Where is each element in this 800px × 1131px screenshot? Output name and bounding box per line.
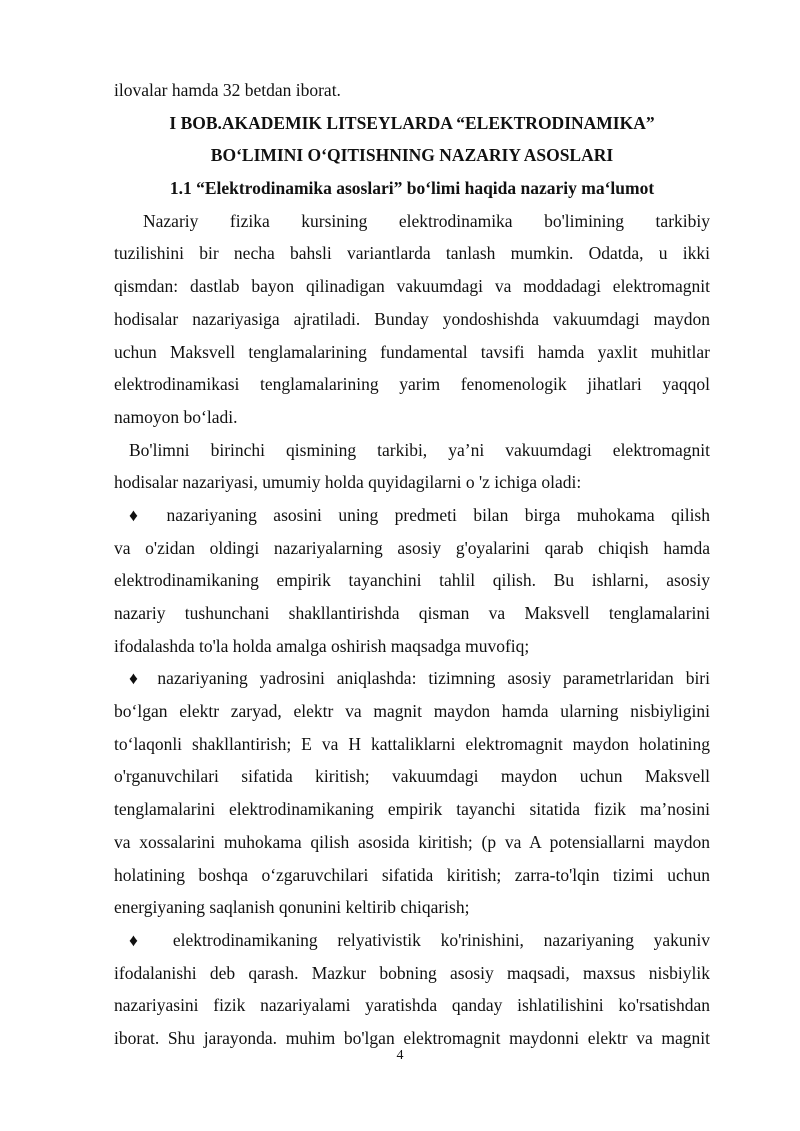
paragraph-2	[114, 434, 710, 499]
text-line: holatining boshqa o‘zgaruvchilari sifatida kiritish; zarra-to'lqin tizimi uchun	[114, 864, 710, 885]
text-line: elektrodinamikaning empirik tayanchini tahlil qilish. Bu ishlarni, asosiy	[114, 570, 710, 591]
text-line: qismdan: dastlab bayon qilinadigan vakuumdagi va moddadagi elektromagnit	[114, 276, 710, 297]
text-line: hodisalar nazariyasi, umumiy holda quyidagilarni o 'z ichiga oladi:	[114, 472, 582, 493]
text-line: hodisalar nazariyasiga ajratiladi. Bunday yondoshishda vakuumdagi maydon	[114, 308, 710, 329]
text-line: va o'zidan oldingi nazariyalarning asosiy g'oyalarini qarab chiqish hamda	[114, 537, 710, 558]
text-line: uchun Maksvell tenglamalarining fundamental tavsifi hamda yaxlit muhitlar	[114, 341, 710, 362]
text-line: Bo'limni birinchi qismining tarkibi, ya’ni vakuumdagi elektromagnit	[129, 439, 710, 460]
text-line: ifodalanishi deb qarash. Mazkur bobning asosiy maqsadi, maxsus nisbiylik	[114, 962, 710, 983]
text-line: to‘laqonli shakllantirish; E va H kattaliklarni elektromagnit maydon holatining	[114, 733, 710, 754]
text-line: tuzilishini bir necha bahsli variantlarda tanlash mumkin. Odatda, u ikki	[114, 243, 710, 264]
section-title: 1.1 “Elektrodinamika asoslari” bo‘limi haqida nazariy ma‘lumot	[169, 178, 655, 199]
text-line: iborat. Shu jarayonda. muhim bo'lgan elektromagnit maydonni elektr va magnit	[114, 1027, 710, 1048]
bullet-item-3	[114, 924, 710, 1055]
chapter-title-line-1: I BOB.AKADEMIK LITSEYLARDA “ELEKTRODINAMIKA”	[169, 112, 655, 133]
text-line: bo‘lgan elektr zaryad, elektr va magnit maydon hamda ularning nisbiyligini	[114, 701, 710, 722]
page-number: 4	[396, 1048, 404, 1063]
text-line: energiyaning saqlanish qonunini keltirib chiqarish;	[114, 897, 470, 918]
text-line: ♦ nazariyaning asosini uning predmeti bilan birga muhokama qilish	[129, 504, 710, 525]
text-line: ♦ elektrodinamikaning relyativistik ko'rinishini, nazariyaning yakuniv	[129, 929, 710, 950]
text-line: namoyon bo‘ladi.	[114, 406, 238, 427]
page-content	[114, 74, 710, 1055]
text-line: nazariyasini fizik nazariyalami yaratishda qanday ishlatilishini ko'rsatishdan	[114, 995, 710, 1016]
text-line: ifodalashda to'la holda amalga oshirish maqsadga muvofiq;	[114, 635, 530, 656]
text-line: o'rganuvchilari sifatida kiritish; vakuumdagi maydon uchun Maksvell	[114, 766, 710, 787]
text-line: va xossalarini muhokama qilish asosida kiritish; (p va A potensiallarni maydon	[114, 831, 710, 852]
text-line: elektrodinamikasi tenglamalarining yarim fenomenologik jihatlari yaqqol	[114, 374, 710, 395]
intro-line: ilovalar hamda 32 betdan iborat.	[114, 80, 341, 100]
text-line: tenglamalarini elektrodinamikaning empirik tayanchi sitatida fizik ma’nosini	[114, 799, 710, 820]
text-line: Nazariy fizika kursining elektrodinamika bo'limining tarkibiy	[143, 210, 710, 231]
text-line: nazariy tushunchani shakllantirishda qisman va Maksvell tenglamalarini	[114, 603, 710, 623]
text-line: ♦ nazariyaning yadrosini aniqlashda: tizimning asosiy parametrlaridan biri	[129, 668, 710, 689]
chapter-title-line-2: BO‘LIMINI O‘QITISHNING NAZARIY ASOSLARI	[210, 145, 614, 166]
paragraph-1	[114, 205, 710, 434]
bullet-item-2	[114, 662, 710, 924]
bullet-item-1	[114, 499, 710, 662]
